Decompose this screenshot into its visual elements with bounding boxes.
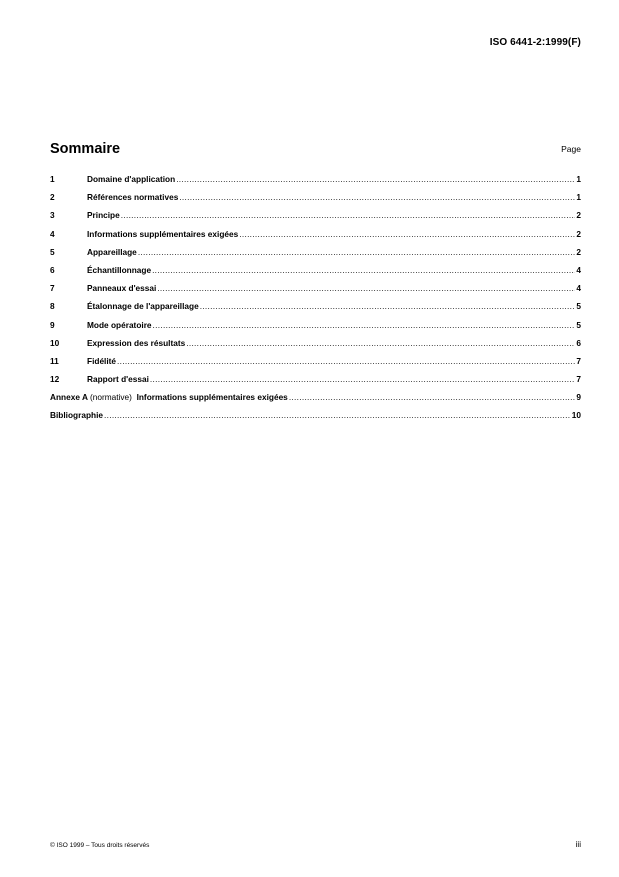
toc-leader-dots <box>121 210 576 220</box>
toc-entry-label: Échantillonnage <box>87 264 152 275</box>
toc-entry-label: Étalonnage de l'appareillage <box>87 301 199 312</box>
toc-page-column-label: Page <box>561 144 581 154</box>
toc-entry-number: 10 <box>50 337 60 348</box>
footer-copyright: © ISO 1999 – Tous droits réservés <box>50 842 150 849</box>
toc-leader-dots <box>157 283 575 293</box>
table-of-contents <box>50 174 581 429</box>
toc-entry[interactable] <box>50 247 581 265</box>
toc-entry-page: 2 <box>576 228 581 239</box>
toc-leader-dots <box>176 174 575 184</box>
toc-annex-title: Informations supplémentaires exigées <box>136 392 288 403</box>
toc-leader-dots <box>239 229 575 239</box>
toc-entry-bibliography[interactable] <box>50 410 581 428</box>
toc-entry-label: Rapport d'essai <box>87 374 149 385</box>
toc-entry-number: 7 <box>50 283 55 294</box>
toc-entry[interactable] <box>50 229 581 247</box>
toc-entry-page: 9 <box>576 392 581 403</box>
toc-entry[interactable] <box>50 265 581 283</box>
toc-entry-number: 3 <box>50 210 55 221</box>
toc-entry-page: 1 <box>576 192 581 203</box>
toc-entry-page: 4 <box>576 283 581 294</box>
toc-entry[interactable] <box>50 174 581 192</box>
toc-entry-page: 4 <box>576 264 581 275</box>
toc-title: Sommaire <box>50 141 121 157</box>
toc-entry[interactable] <box>50 192 581 210</box>
toc-leader-dots <box>186 338 575 348</box>
toc-annex-label <box>50 392 288 402</box>
toc-annex-qualifier: (normative) <box>89 392 132 403</box>
toc-entry-number: 12 <box>50 374 60 385</box>
toc-entry-annex[interactable] <box>50 392 581 410</box>
toc-entry-number: 6 <box>50 264 55 275</box>
toc-leader-dots <box>117 356 575 366</box>
toc-leader-dots <box>179 192 575 202</box>
toc-entry-page: 1 <box>576 174 581 184</box>
toc-entry-page: 6 <box>576 337 581 348</box>
toc-entry-number: 9 <box>50 319 55 330</box>
toc-entry[interactable] <box>50 338 581 356</box>
toc-entry-label: Domaine d'application <box>87 174 176 184</box>
toc-entry-label: Informations supplémentaires exigées <box>87 228 239 239</box>
toc-entry[interactable] <box>50 283 581 301</box>
toc-entry-number: 8 <box>50 301 55 312</box>
toc-entry-label: Panneaux d'essai <box>87 283 157 294</box>
toc-entry-label: Fidélité <box>87 355 117 366</box>
toc-entry-label: Appareillage <box>87 246 137 257</box>
toc-leader-dots <box>200 301 576 311</box>
toc-entry[interactable] <box>50 374 581 392</box>
toc-entry[interactable] <box>50 320 581 338</box>
toc-entry-label: Références normatives <box>87 192 179 203</box>
toc-leader-dots <box>104 410 571 420</box>
toc-leader-dots <box>138 247 576 257</box>
toc-entry-label: Mode opératoire <box>87 319 152 330</box>
toc-entry-number: 11 <box>50 355 59 366</box>
toc-annex-prefix: Annexe A <box>50 392 88 403</box>
toc-entry-number: 4 <box>50 228 55 239</box>
toc-entry-number: 1 <box>50 174 55 184</box>
toc-entry-page: 7 <box>576 374 581 385</box>
toc-leader-dots <box>150 374 575 384</box>
toc-entry-label: Principe <box>87 210 120 221</box>
toc-entry-page: 2 <box>576 246 581 257</box>
toc-entry-page: 5 <box>576 319 581 330</box>
toc-leader-dots <box>153 320 576 330</box>
toc-leader-dots <box>152 265 575 275</box>
toc-entry-number: 5 <box>50 246 55 257</box>
toc-entry-label: Bibliographie <box>50 410 104 421</box>
toc-leader-dots <box>289 392 576 402</box>
toc-entry-page: 5 <box>576 301 581 312</box>
toc-entry[interactable] <box>50 301 581 319</box>
toc-entry-page: 7 <box>576 355 581 366</box>
toc-entry-page: 2 <box>576 210 581 221</box>
toc-header <box>50 135 581 157</box>
toc-entry-label: Expression des résultats <box>87 337 186 348</box>
toc-entry-number: 2 <box>50 192 55 203</box>
toc-entry[interactable] <box>50 356 581 374</box>
footer-page-number: iii <box>575 840 581 849</box>
toc-entry-page: 10 <box>571 410 581 421</box>
toc-entry[interactable] <box>50 210 581 228</box>
document-id: ISO 6441-2:1999(F) <box>489 37 581 48</box>
